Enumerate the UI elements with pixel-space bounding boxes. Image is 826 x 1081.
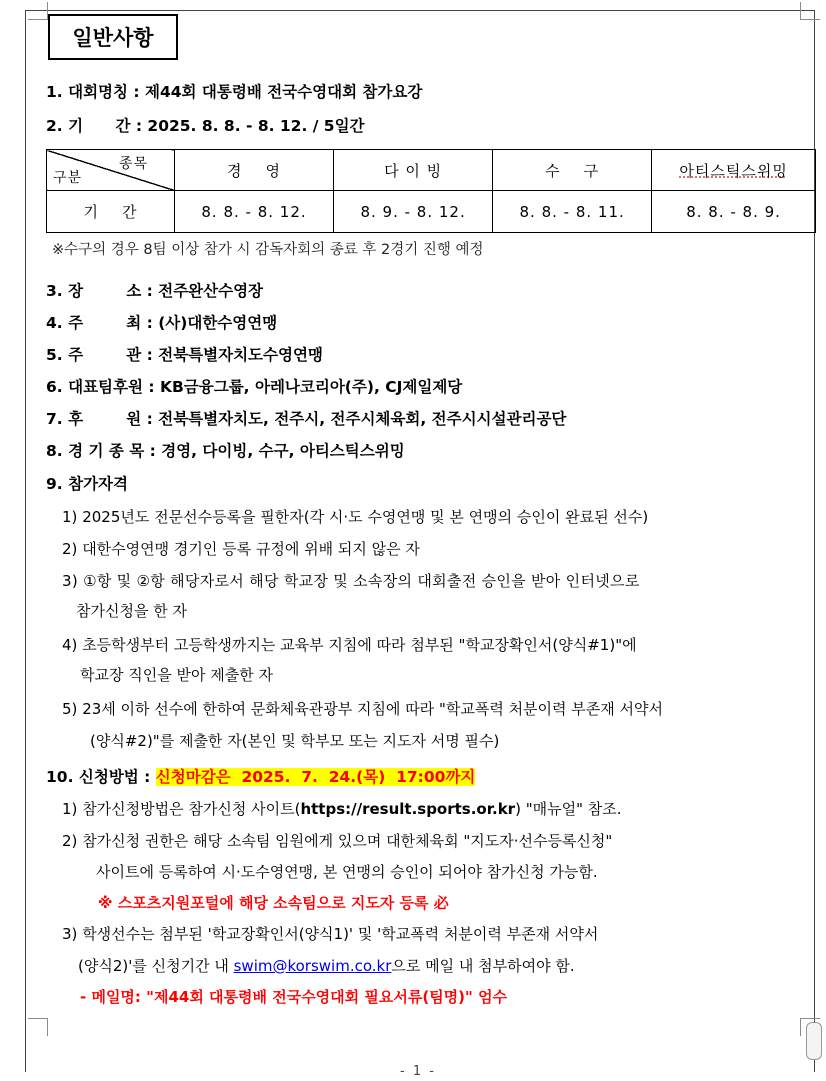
qualification-1 bbox=[62, 506, 648, 527]
period-cell: 8. 8. - 8. 11. bbox=[493, 191, 652, 233]
item-number: 2. bbox=[46, 117, 63, 135]
qualification-3-cont: 참가신청을 한 자 bbox=[76, 602, 187, 620]
section-title: 일반사항 bbox=[48, 14, 178, 60]
list-text: 대한수영연맹 경기인 등록 규정에 위배 되지 않은 자 bbox=[82, 540, 420, 558]
item-sponsor: 7. 후 원 : 전북특별자치도, 전주시, 전주시체육회, 전주시시설관리공단 bbox=[46, 410, 567, 428]
item-events: 8. 경 기 종 목 : 경영, 다이빙, 수구, 아티스틱스위밍 bbox=[46, 442, 405, 460]
item-value: 제44회 대통령배 전국수영대회 참가요강 bbox=[145, 83, 423, 101]
list-number: 5) bbox=[62, 700, 78, 718]
registration-site-url[interactable]: https://result.sports.or.kr bbox=[300, 800, 516, 818]
item-host: 4. 주 최 : (사)대한수영연맹 bbox=[46, 314, 278, 332]
crop-mark-top-left bbox=[28, 2, 48, 20]
column-header-artistic-swimming bbox=[652, 150, 816, 191]
item-number: 3. bbox=[46, 282, 63, 300]
qualification-5 bbox=[62, 698, 663, 719]
list-text: 23세 이하 선수에 한하여 문화체육관광부 지침에 따라 "학교폭력 처분이력 부존재 서약서 bbox=[82, 700, 664, 718]
item-label: 경 기 종 목 bbox=[68, 442, 145, 460]
crop-mark-top-right bbox=[800, 2, 820, 20]
item-application: 10. 신청방법 : 신청마감은 2025. 7. 24.(목) 17:00까지 bbox=[46, 768, 476, 786]
list-text: 2025년도 전문선수등록을 필한자(각 시·도 수영연맹 및 본 연맹의 승인이 완료된 선수) bbox=[82, 508, 649, 526]
item-value: (사)대한수영연맹 bbox=[158, 314, 278, 332]
table-corner-cell bbox=[47, 150, 175, 191]
application-3-cont bbox=[78, 955, 575, 976]
item-value: 전북특별자치도수영연맹 bbox=[158, 346, 323, 364]
column-header-diving: 다 이 빙 bbox=[334, 150, 493, 191]
list-text: 초등학생부터 고등학생까지는 교육부 지침에 따라 첨부된 "학교장확인서(양식#1)"에 bbox=[82, 636, 637, 654]
email-link[interactable]: swim@korswim.co.kr bbox=[233, 957, 392, 975]
schedule-table bbox=[46, 149, 816, 233]
deadline-highlight: 신청마감은 2025. 7. 24.(목) 17:00까지 bbox=[155, 768, 476, 786]
qualification-4 bbox=[62, 634, 637, 655]
corner-top-label: 종목 bbox=[118, 156, 148, 172]
list-text: ) "매뉴얼" 참조. bbox=[515, 800, 622, 818]
item-value: 전북특별자치도, 전주시, 전주시체육회, 전주시시설관리공단 bbox=[158, 410, 567, 428]
item-label: 주 관 bbox=[68, 346, 142, 364]
list-number: 2) bbox=[62, 832, 78, 850]
list-text: (양식2)'를 신청기간 내 bbox=[78, 957, 234, 975]
application-2 bbox=[62, 830, 612, 851]
mail-subject-note: - 메일명: "제44회 대통령배 전국수영대회 필요서류(팀명)" 엄수 bbox=[80, 988, 508, 1006]
item-number: 6. bbox=[46, 378, 63, 396]
item-value: KB금융그룹, 아레나코리아(주), CJ제일제당 bbox=[159, 378, 463, 396]
item-label: 신청방법 bbox=[78, 768, 139, 786]
list-number: 2) bbox=[62, 540, 78, 558]
item-number: 10. bbox=[46, 768, 74, 786]
item-value: 2025. 8. 8. - 8. 12. / 5일간 bbox=[147, 117, 365, 135]
list-number: 3) bbox=[62, 572, 78, 590]
qualification-2 bbox=[62, 538, 420, 559]
column-header-text: 아티스틱스위밍 bbox=[679, 161, 788, 180]
warning-note: ※ 스포츠지원포털에 해당 소속팀으로 지도자 등록 必 bbox=[98, 894, 449, 912]
column-header-swimming: 경 영 bbox=[175, 150, 334, 191]
item-period: 2. 기 간 : 2025. 8. 8. - 8. 12. / 5일간 bbox=[46, 117, 365, 135]
page-number: - 1 - bbox=[400, 1064, 436, 1079]
item-venue: 3. 장 소 : 전주완산수영장 bbox=[46, 282, 264, 300]
item-label: 후 원 bbox=[68, 410, 142, 428]
row-label-period: 기 간 bbox=[47, 191, 175, 233]
period-cell: 8. 9. - 8. 12. bbox=[334, 191, 493, 233]
item-number: 8. bbox=[46, 442, 63, 460]
item-value: 경영, 다이빙, 수구, 아티스틱스위밍 bbox=[161, 442, 405, 460]
table-note: ※수구의 경우 8팀 이상 참가 시 감독자회의 종료 후 2경기 진행 예정 bbox=[52, 242, 484, 258]
application-2-cont: 사이트에 등록하여 시·도수영연맹, 본 연맹의 승인이 되어야 참가신청 가능함. bbox=[96, 863, 598, 881]
item-team-sponsor: 6. 대표팀후원 : KB금융그룹, 아레나코리아(주), CJ제일제당 bbox=[46, 378, 463, 396]
qualification-5-cont: (양식#2)"를 제출한 자(본인 및 학부모 또는 지도자 서명 필수) bbox=[90, 732, 500, 750]
corner-bottom-label: 구분 bbox=[53, 170, 83, 186]
item-number: 7. bbox=[46, 410, 63, 428]
item-value: 전주완산수영장 bbox=[158, 282, 264, 300]
qualification-4-cont: 학교장 직인을 받아 제출한 자 bbox=[80, 666, 273, 684]
item-label: 대회명칭 bbox=[68, 83, 128, 101]
period-cell: 8. 8. - 8. 9. bbox=[652, 191, 816, 233]
item-organizer: 5. 주 관 : 전북특별자치도수영연맹 bbox=[46, 346, 323, 364]
item-qualification bbox=[46, 472, 128, 494]
item-event-name: 1. 대회명칭 : 제44회 대통령배 전국수영대회 참가요강 bbox=[46, 83, 423, 101]
item-label: 대표팀후원 bbox=[68, 378, 143, 396]
scroll-handle[interactable] bbox=[806, 1022, 822, 1060]
item-number: 4. bbox=[46, 314, 63, 332]
item-number: 1. bbox=[46, 83, 63, 101]
list-number: 4) bbox=[62, 636, 78, 654]
list-text: 학생선수는 첨부된 '학교장확인서(양식1)' 및 '학교폭력 처분이력 부존재 서약서 bbox=[82, 925, 599, 943]
list-text: 참가신청 권한은 해당 소속팀 임원에게 있으며 대한체육회 "지도자·선수등록신청" bbox=[82, 832, 613, 850]
item-label: 참가자격 bbox=[68, 475, 128, 493]
item-label: 장 소 bbox=[68, 282, 142, 300]
crop-mark-bottom-left bbox=[28, 1018, 48, 1036]
list-number: 3) bbox=[62, 925, 78, 943]
column-header-water-polo: 수 구 bbox=[493, 150, 652, 191]
item-label: 주 최 bbox=[68, 314, 142, 332]
list-number: 1) bbox=[62, 508, 78, 526]
item-number: 9. bbox=[46, 475, 63, 493]
application-3 bbox=[62, 923, 598, 944]
list-text: ①항 및 ②항 해당자로서 해당 학교장 및 소속장의 대회출전 승인을 받아 인터넷으로 bbox=[83, 572, 640, 590]
item-number: 5. bbox=[46, 346, 63, 364]
qualification-3 bbox=[62, 570, 640, 591]
application-1 bbox=[62, 798, 621, 819]
period-cell: 8. 8. - 8. 12. bbox=[175, 191, 334, 233]
list-text: 참가신청방법은 참가신청 사이트( bbox=[82, 800, 301, 818]
list-number: 1) bbox=[62, 800, 78, 818]
item-label: 기 간 bbox=[68, 117, 131, 135]
list-text: 으로 메일 내 첨부하여야 함. bbox=[391, 957, 575, 975]
